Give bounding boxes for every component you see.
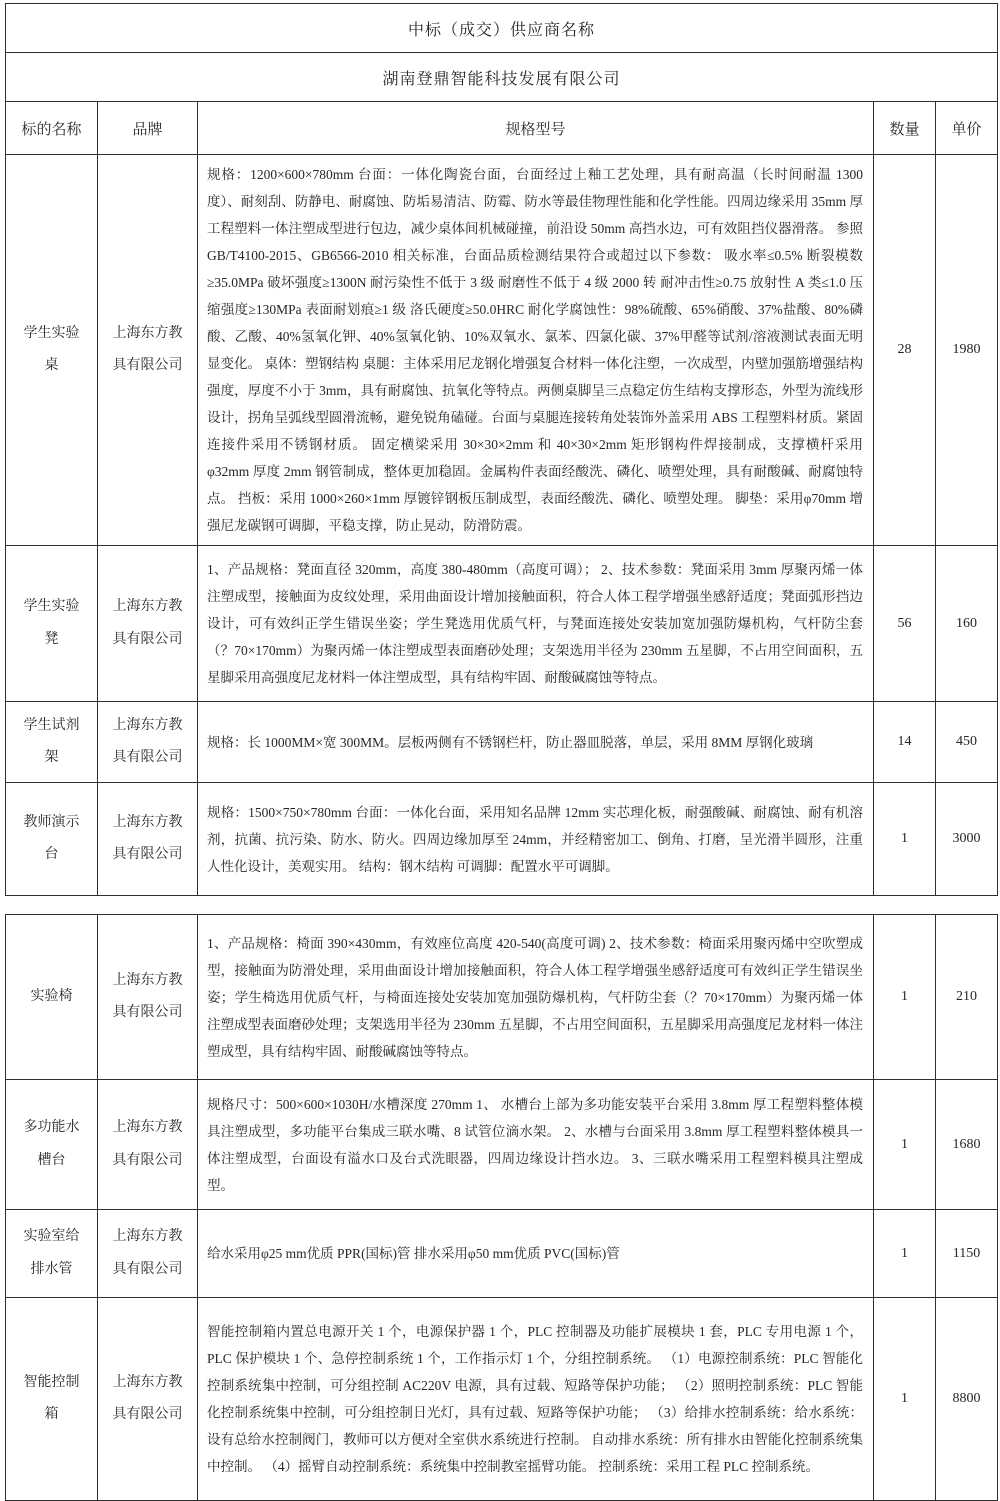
supplier-row [6,53,998,102]
table-row [6,1298,998,1501]
column-header-brand: 品牌 [98,102,198,155]
spec-cell: 规格：1200×600×780mm 台面：一体化陶瓷台面，台面经过上釉工艺处理，具有耐高温（长时间耐温 1300 度）、耐刻刮、防静电、耐腐蚀、防垢易清洁、防霉、防水等最佳物理性能和化学性能。四周边缘采用 35mm 厚工程塑料一体注塑成型进行包边，减少桌体间机械碰撞，前沿设 50mm 高挡水边，可有效阻挡仪器滑落。 参照 GB/T4100-2015、GB6566-2010 相关标准，台面品质检测结果符合或超过以下参数： 吸水率≤0.5% 断裂模数≥35.0MPa 破坏强度≥1300N 耐污染性不低于 3 级 耐磨性不低于 4 级 2000 转 耐冲击性≥0.75 放射性 A 类≤1.0 压缩强度≥130MPa 表面耐划痕≥1 级 洛氏硬度≥50.0HRC 耐化学腐蚀性：98%硫酸、65%硝酸、37%盐酸、80%磷酸、乙酸、40%氢氧化钾、40%氢氧化钠、10%双氧水、氯苯、四氯化碳、37%甲醛等试剂/溶液测试表面无明显变化。 桌体：塑钢结构 桌腿：主体采用尼龙钢化增强复合材料一体化注塑，一次成型，内壁加强筋增强结构强度，厚度不小于 3mm，具有耐腐蚀、抗氧化等特点。两侧桌脚呈三点稳定仿生结构支撑形态，外型为流线形设计，拐角呈弧线型圆滑流畅，避免锐角磕碰。台面与桌腿连接转角处装饰外盖采用 ABS 工程塑料材质。紧固连接件采用不锈钢材质。 固定横梁采用 30×30×2mm 和 40×30×2mm 矩形钢构件焊接制成，支撑横杆采用φ32mm 厚度 2mm 钢管制成，整体更加稳固。金属构件表面经酸洗、磷化、喷塑处理，具有耐酸碱、耐腐蚀特点。 挡板：采用 1000×260×1mm 厚镀锌钢板压制成型，表面经酸洗、磷化、喷塑处理。 脚垫：采用φ70mm 增强尼龙碳钢可调脚，平稳支撑，防止晃动，防滑防震。 [198,155,874,546]
table-row [6,1080,998,1210]
table-row [6,1210,998,1298]
price-cell: 1680 [936,1080,998,1210]
item-name-cell: 教师演示台 [6,783,98,896]
qty-cell: 1 [874,1080,936,1210]
item-name-cell: 多功能水槽台 [6,1080,98,1210]
brand-cell: 上海东方教具有限公司 [98,915,198,1080]
item-name-cell: 智能控制箱 [6,1298,98,1501]
table-separator [5,896,997,914]
qty-cell: 28 [874,155,936,546]
table-row [6,546,998,702]
column-header-name: 标的名称 [6,102,98,155]
item-name-cell: 实验椅 [6,915,98,1080]
column-header-price: 单价 [936,102,998,155]
header-row [6,102,998,155]
price-cell: 450 [936,702,998,783]
brand-cell: 上海东方教具有限公司 [98,155,198,546]
qty-cell: 56 [874,546,936,702]
qty-cell: 1 [874,783,936,896]
qty-cell: 14 [874,702,936,783]
title-row [6,4,998,53]
brand-cell: 上海东方教具有限公司 [98,702,198,783]
qty-cell: 1 [874,915,936,1080]
table-title: 中标（成交）供应商名称 [6,4,998,53]
qty-cell: 1 [874,1210,936,1298]
brand-cell: 上海东方教具有限公司 [98,1080,198,1210]
price-cell: 1980 [936,155,998,546]
price-cell: 3000 [936,783,998,896]
spec-cell: 智能控制箱内置总电源开关 1 个，电源保护器 1 个，PLC 控制器及功能扩展模块 1 套，PLC 专用电源 1 个，PLC 保护模块 1 个、急停控制系统 1 个，工作指示灯 1 个，分组控制系统。 （1）电源控制系统：PLC 智能化控制系统集中控制，可分组控制 AC220V 电源，具有过载、短路等保护功能； （2）照明控制系统：PLC 智能化控制系统集中控制，可分组控制日光灯，具有过载、短路等保护功能； （3）给排水控制系统：给水系统：设有总给水控制阀门，教师可以方便对全室供水系统进行控制。 自动排水系统：所有排水由智能化控制系统集中控制。 （4）摇臂自动控制系统：系统集中控制教室摇臂功能。 控制系统：采用工程 PLC 控制系统。 [198,1298,874,1501]
brand-cell: 上海东方教具有限公司 [98,1210,198,1298]
brand-cell: 上海东方教具有限公司 [98,1298,198,1501]
table-row [6,155,998,546]
spec-cell: 1、产品规格：凳面直径 320mm，高度 380-480mm（高度可调）； 2、技术参数：凳面采用 3mm 厚聚丙烯一体注塑成型，接触面为皮纹处理，采用曲面设计增加接触面积，符合人体工程学增强坐感舒适度；凳面弧形挡边设计，可有效纠正学生错误坐姿；学生凳选用优质气杆，与凳面连接处安装加宽加强防爆机构，气杆防尘套（？70×170mm）为聚丙烯一体注塑成型表面磨砂处理；支架选用半径为 230mm 五星脚，不占用空间面积，五星脚采用高强度尼龙材料一体注塑成型，具有结构牢固、耐酸碱腐蚀等特点。 [198,546,874,702]
brand-cell: 上海东方教具有限公司 [98,546,198,702]
item-name-cell: 学生试剂架 [6,702,98,783]
table-row [6,915,998,1080]
spec-cell: 规格：长 1000MM×宽 300MM。层板两侧有不锈钢栏杆，防止器皿脱落，单层，采用 8MM 厚钢化玻璃 [198,702,874,783]
item-name-cell: 实验室给排水管 [6,1210,98,1298]
column-header-spec: 规格型号 [198,102,874,155]
table-row [6,783,998,896]
price-cell: 1150 [936,1210,998,1298]
spec-cell: 给水采用φ25 mm优质 PPR(国标)管 排水采用φ50 mm优质 PVC(国标)管 [198,1210,874,1298]
spec-cell: 规格：1500×750×780mm 台面：一体化台面，采用知名品牌 12mm 实芯理化板，耐强酸碱、耐腐蚀、耐有机溶剂，抗菌、抗污染、防水、防火。四周边缘加厚至 24mm，并经精密加工、倒角、打磨，呈光滑半圆形，注重人性化设计，美观实用。 结构：钢木结构 可调脚：配置水平可调脚。 [198,783,874,896]
qty-cell: 1 [874,1298,936,1501]
item-name-cell: 学生实验桌 [6,155,98,546]
brand-cell: 上海东方教具有限公司 [98,783,198,896]
price-cell: 8800 [936,1298,998,1501]
award-table-2 [5,914,998,1501]
award-table-1 [5,3,998,896]
supplier-name: 湖南登鼎智能科技发展有限公司 [6,53,998,102]
table-row [6,702,998,783]
spec-cell: 规格尺寸：500×600×1030H/水槽深度 270mm 1、 水槽台上部为多功能安装平台采用 3.8mm 厚工程塑料整体模具注塑成型，多功能平台集成三联水嘴、8 试管位滴水架。 2、水槽与台面采用 3.8mm 厚工程塑料整体模具一体注塑成型，台面设有溢水口及台式洗眼器，四周边缘设计挡水边。 3、三联水嘴采用工程塑料模具注塑成型。 [198,1080,874,1210]
spec-cell: 1、产品规格：椅面 390×430mm，有效座位高度 420-540(高度可调) 2、技术参数：椅面采用聚丙烯中空吹塑成型，接触面为防滑处理，采用曲面设计增加接触面积，符合人体工程学增强坐感舒适度可有效纠正学生错误坐姿；学生椅选用优质气杆，与椅面连接处安装加宽加强防爆机构，气杆防尘套（？70×170mm）为聚丙烯一体注塑成型表面磨砂处理；支架选用半径为 230mm 五星脚，不占用空间面积，五星脚采用高强度尼龙材料一体注塑成型，具有结构牢固、耐酸碱腐蚀等特点。 [198,915,874,1080]
item-name-cell: 学生实验凳 [6,546,98,702]
price-cell: 160 [936,546,998,702]
column-header-qty: 数量 [874,102,936,155]
price-cell: 210 [936,915,998,1080]
